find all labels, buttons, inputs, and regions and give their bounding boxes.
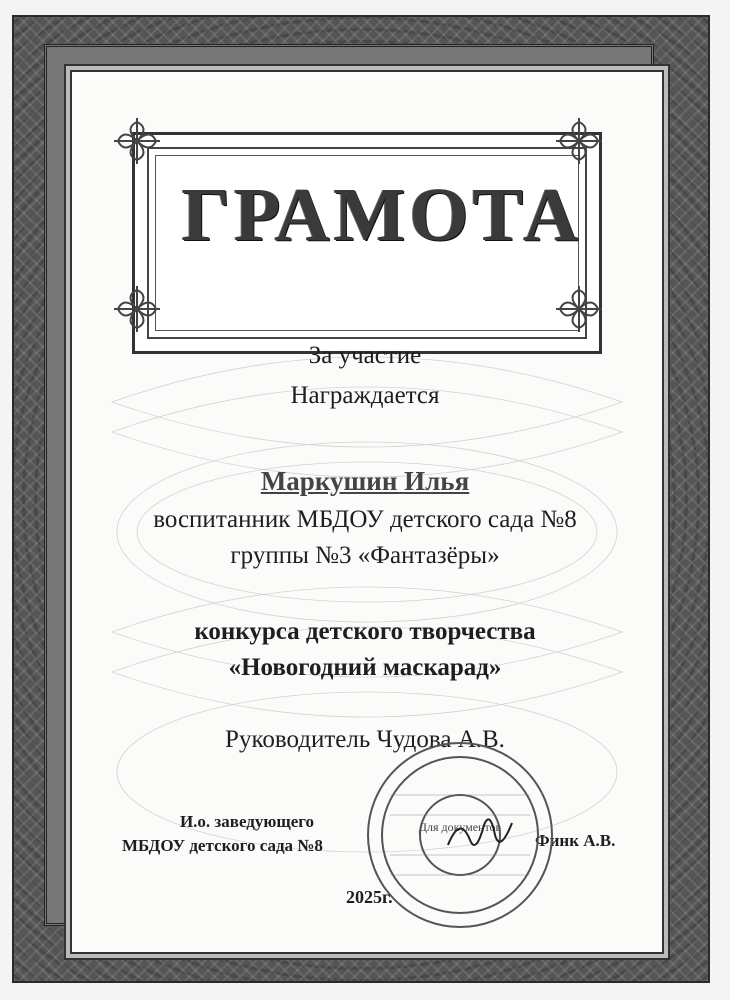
recipient-group: группы №3 «Фантазёры» <box>230 542 500 569</box>
signatory-title-block <box>122 810 372 858</box>
contest-line: конкурса детского творчества <box>194 618 536 645</box>
handwritten-signature <box>440 805 520 865</box>
recipient-name-line <box>0 466 730 497</box>
supervisor-text: Руководитель Чудова А.В. <box>225 726 505 753</box>
corner-ornament-icon <box>110 282 164 336</box>
signatory-name: Финк А.В. <box>535 831 616 850</box>
corner-ornament-icon <box>110 114 164 168</box>
stamp-center-text: Для документов <box>418 820 502 834</box>
corner-ornament-icon <box>552 282 606 336</box>
certificate-title: ГРАМОТА <box>181 173 583 257</box>
for-participation-text: За участие <box>308 342 422 369</box>
recipient-role: воспитанник МБДОУ детского сада №8 <box>153 506 577 533</box>
contest-name: «Новогодний маскарад» <box>228 654 502 681</box>
recipient-name: Маркушин Илья <box>260 466 470 496</box>
signatory-title-line-2: МБДОУ детского сада №8 <box>122 836 323 855</box>
year-text: 2025г. <box>346 887 393 907</box>
awarded-text: Награждается <box>290 382 440 409</box>
signatory-title-line-1: И.о. заведующего <box>179 812 315 831</box>
corner-ornament-icon <box>552 114 606 168</box>
